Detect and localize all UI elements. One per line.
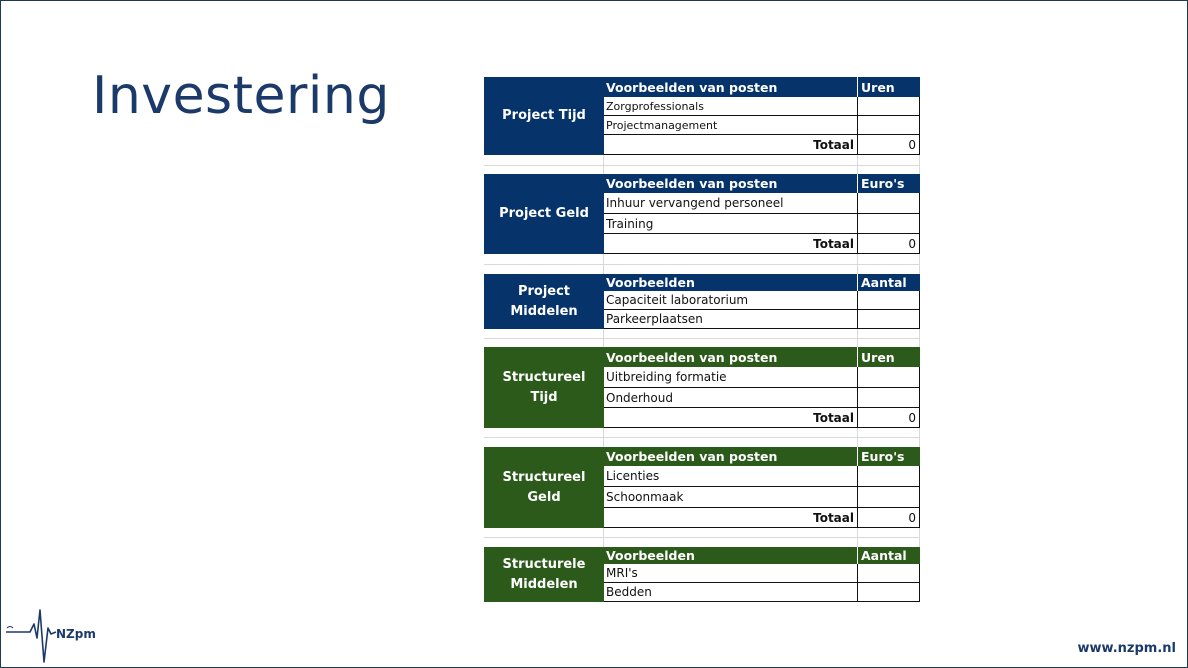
- total-value: 0: [858, 234, 920, 253]
- grid-line: [484, 338, 920, 339]
- column-header-unit: Uren: [861, 79, 895, 95]
- grid-line: [484, 437, 920, 438]
- row-value-cell[interactable]: [858, 310, 920, 328]
- block-structureel-geld: [484, 447, 920, 528]
- column-header-items: Voorbeelden van posten: [604, 447, 858, 466]
- column-header-items: Voorbeelden van posten: [604, 174, 858, 193]
- total-row: [604, 508, 920, 528]
- block-label: Project Middelen: [484, 274, 604, 329]
- table-row: [604, 97, 920, 116]
- column-header-items: Voorbeelden: [604, 274, 858, 291]
- row-label: Zorgprofessionals: [604, 97, 858, 115]
- row-label: Parkeerplaatsen: [604, 310, 858, 328]
- block-label: Project Geld: [484, 174, 604, 254]
- block-project-middelen: [484, 274, 920, 329]
- total-label: Totaal: [604, 408, 858, 427]
- grid-line: [484, 165, 920, 166]
- row-label: Uitbreiding formatie: [604, 367, 858, 387]
- block-label: Project Tijd: [484, 77, 604, 155]
- grid-line: [484, 537, 920, 538]
- table-header-row: [604, 77, 920, 97]
- total-row: [604, 408, 920, 428]
- total-row: [604, 234, 920, 254]
- total-value: 0: [858, 408, 920, 427]
- row-label: Licenties: [604, 466, 858, 486]
- website-link[interactable]: www.nzpm.nl: [1077, 641, 1176, 656]
- table-header-row: [604, 347, 920, 367]
- total-value: 0: [858, 508, 920, 527]
- column-header-unit: Aantal: [861, 275, 907, 290]
- total-label: Totaal: [604, 508, 858, 527]
- table-header-row: [604, 447, 920, 466]
- row-value-cell[interactable]: [858, 97, 920, 115]
- column-header-items: Voorbeelden van posten: [604, 77, 858, 97]
- row-value-cell[interactable]: [858, 466, 920, 486]
- row-label: Schoonmaak: [604, 487, 858, 507]
- table-row: [604, 116, 920, 135]
- row-value-cell[interactable]: [858, 214, 920, 233]
- block-structureel-tijd: [484, 347, 920, 428]
- table-row: [604, 583, 920, 602]
- block-project-tijd: [484, 77, 920, 155]
- block-label: Structurele Middelen: [484, 547, 604, 602]
- table-header-row: [604, 174, 920, 193]
- row-label: Training: [604, 214, 858, 233]
- row-label: Onderhoud: [604, 388, 858, 407]
- block-label: Structureel Geld: [484, 447, 604, 528]
- column-header-unit: Euro's: [861, 449, 905, 464]
- row-label: Inhuur vervangend personeel: [604, 193, 858, 213]
- table-row: [604, 214, 920, 234]
- row-value-cell[interactable]: [858, 388, 920, 407]
- row-value-cell[interactable]: [858, 291, 920, 309]
- column-header-unit: Uren: [861, 349, 895, 365]
- row-value-cell[interactable]: [858, 564, 920, 582]
- total-row: [604, 135, 920, 155]
- row-value-cell[interactable]: [858, 116, 920, 134]
- row-value-cell[interactable]: [858, 193, 920, 213]
- row-label: Projectmanagement: [604, 116, 858, 134]
- table-row: [604, 367, 920, 388]
- total-label: Totaal: [604, 234, 858, 253]
- table-header-row: [604, 274, 920, 291]
- table-row: [604, 388, 920, 408]
- column-header-items: Voorbeelden van posten: [604, 347, 858, 367]
- table-row: [604, 310, 920, 329]
- row-value-cell[interactable]: [858, 367, 920, 387]
- row-label: MRI's: [604, 564, 858, 582]
- column-header-unit: Euro's: [861, 176, 905, 191]
- table-row: [604, 193, 920, 214]
- total-value: 0: [858, 135, 920, 154]
- row-label: Capaciteit laboratorium: [604, 291, 858, 309]
- table-header-row: [604, 547, 920, 564]
- table-row: [604, 564, 920, 583]
- total-label: Totaal: [604, 135, 858, 154]
- grid-line: [484, 264, 920, 265]
- page-title: Investering: [92, 66, 390, 126]
- row-value-cell[interactable]: [858, 487, 920, 507]
- logo-text: NZpm: [56, 627, 96, 641]
- column-header-unit: Aantal: [861, 548, 907, 563]
- table-row: [604, 291, 920, 310]
- table-row: [604, 466, 920, 487]
- column-header-items: Voorbeelden: [604, 547, 858, 564]
- block-structurele-middelen: [484, 547, 920, 602]
- block-label: Structureel Tijd: [484, 347, 604, 428]
- row-label: Bedden: [604, 583, 858, 601]
- row-value-cell[interactable]: [858, 583, 920, 601]
- table-row: [604, 487, 920, 508]
- block-project-geld: [484, 174, 920, 254]
